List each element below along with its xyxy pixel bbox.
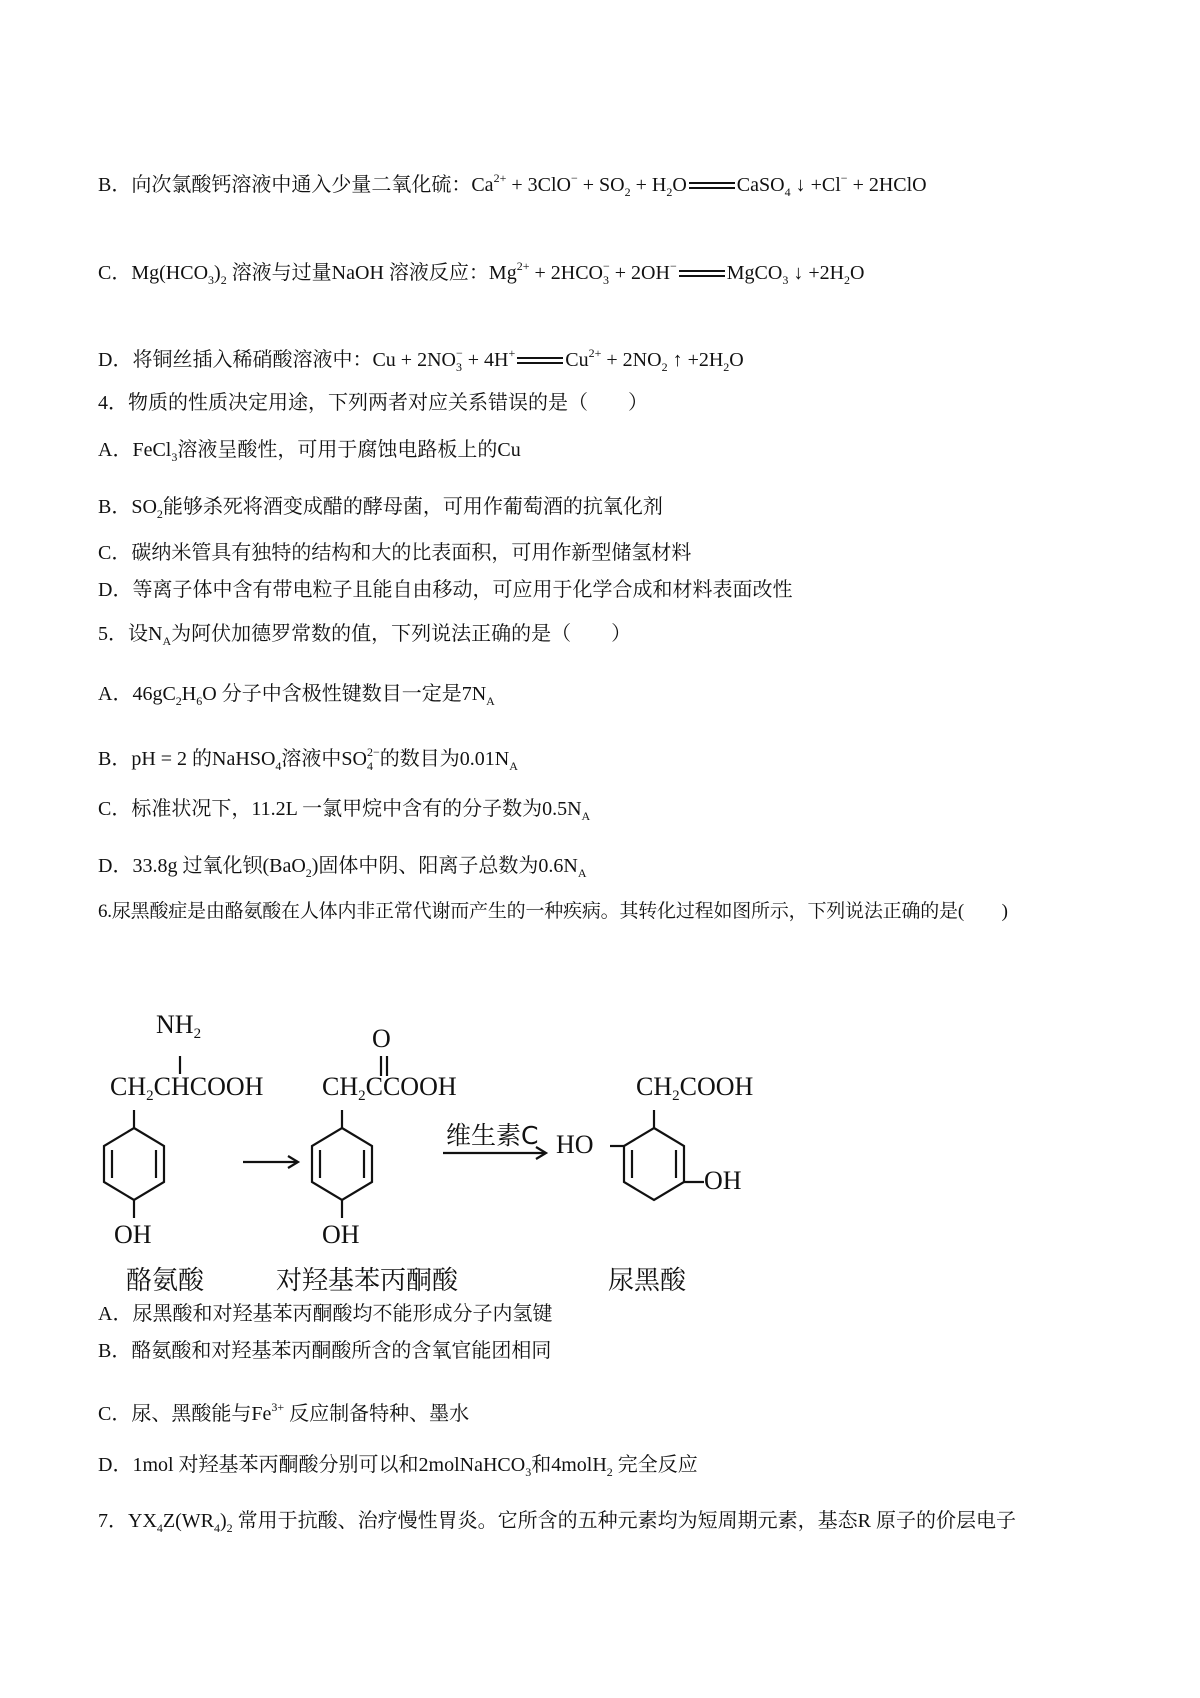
formula-part: Ca <box>471 174 494 196</box>
charge: 2− <box>366 745 380 759</box>
formula-part: O <box>672 174 687 196</box>
q6-option-c <box>98 1393 469 1428</box>
hydroxyl-group: OH <box>114 1220 152 1249</box>
option-text: C．尿、黑酸能与Fe <box>98 1403 272 1425</box>
q4-option-a <box>98 436 521 471</box>
subscript: A <box>162 634 172 648</box>
option-text: B． <box>98 496 132 518</box>
q7-stem <box>98 1507 1016 1542</box>
formula-part: CCOOH <box>365 1072 457 1101</box>
option-text: 溶液呈酸性，可用于腐蚀电路板上的Cu <box>177 439 521 461</box>
formula-part: ↓ +Cl <box>790 174 841 196</box>
side-chain <box>636 1072 753 1105</box>
q6-option-a: A．尿黑酸和对羟基苯丙酮酸均不能形成分子内氢键 <box>98 1303 553 1325</box>
formula-part: COOH <box>679 1072 754 1101</box>
option-text: D．33.8g 过氧化钡(BaO <box>98 855 306 877</box>
formula-part: + 3ClO <box>506 174 571 196</box>
subscript: 4 <box>784 185 791 199</box>
subscript: 2 <box>226 1521 233 1535</box>
charge: + <box>508 346 516 360</box>
equals-sign <box>515 356 565 366</box>
subscript: 3 <box>782 273 789 287</box>
option-text: B．向次氯酸钙溶液中通入少量二氧化硫： <box>98 174 472 196</box>
subscript: 2 <box>661 360 668 374</box>
formula-part: + 2HCO <box>529 262 603 284</box>
formula-part: + 2NO <box>601 349 662 371</box>
q3-option-b <box>98 164 927 206</box>
subscript: 2 <box>723 360 730 374</box>
charge: − <box>455 346 463 360</box>
charge: − <box>840 171 848 185</box>
hydroxyphenylpyruvic-acid-label: 对羟基苯丙酮酸 <box>276 1266 459 1296</box>
question-text: 7．YX <box>98 1510 157 1532</box>
q4-stem: 4．物质的性质决定用途，下列两者对应关系错误的是（ ） <box>98 392 648 414</box>
formula-part: O <box>850 262 865 284</box>
charge: − <box>570 171 578 185</box>
subscript: 2 <box>220 273 227 287</box>
formula-part: + 2HClO <box>847 174 927 196</box>
option-text: )固体中阴、阳离子总数为0.6N <box>311 855 578 877</box>
formula-part: FeCl <box>132 439 172 461</box>
formula-part: + 2OH <box>609 262 670 284</box>
q6-stem: 6.尿黑酸症是由酪氨酸在人体内非正常代谢而产生的一种疾病。其转化过程如图所示，下列说法正确的是( ) <box>98 901 1008 922</box>
formula-part: + H <box>630 174 667 196</box>
subscript: A <box>577 866 587 880</box>
subscript: 6 <box>196 694 203 708</box>
q5-option-d <box>98 852 587 887</box>
charge: 2+ <box>588 346 602 360</box>
hydroxyl-group-right: OH <box>704 1166 742 1195</box>
side-chain <box>110 1072 263 1105</box>
option-text: 溶液与过量NaOH 溶液反应： <box>226 262 489 284</box>
charge: 2+ <box>516 259 530 273</box>
subscript: A <box>509 759 518 773</box>
subscript: 2 <box>193 1026 202 1042</box>
subscript: 2 <box>358 1088 366 1104</box>
vitamin-c-label: 维生素C <box>446 1121 539 1150</box>
hydroxyl-group-left: HO <box>556 1130 594 1159</box>
formula-part: + 4H <box>462 349 509 371</box>
formula-part: CHCOOH <box>153 1072 264 1101</box>
homogentisic-acid-label: 尿黑酸 <box>608 1266 687 1296</box>
option-text: D．将铜丝插入稀硝酸溶液中： <box>98 349 373 371</box>
charge: − <box>669 259 677 273</box>
subscript: 4 <box>275 759 282 773</box>
option-text: B．pH = 2 的NaHSO <box>98 748 276 770</box>
charge: − <box>603 259 610 273</box>
hydroxyl-group: OH <box>322 1220 360 1249</box>
option-text: A． <box>98 439 133 461</box>
formula-part: MgCO <box>726 262 783 284</box>
subscript: 2 <box>606 1465 613 1479</box>
equals-sign <box>687 181 737 191</box>
formula-part: H <box>181 683 197 705</box>
formula-part: ) <box>219 1510 227 1532</box>
subscript: 2 <box>305 866 312 880</box>
subscript: A <box>581 809 591 823</box>
subscript: 3 <box>525 1465 532 1479</box>
option-text: 溶液中SO <box>281 748 367 770</box>
charge: 2+ <box>493 171 507 185</box>
subscript: 2 <box>672 1088 680 1104</box>
side-chain <box>322 1072 457 1105</box>
subscript: 2 <box>156 507 163 521</box>
q6-option-d <box>98 1451 698 1486</box>
subscript: 4 <box>366 759 373 773</box>
formula-part: NH <box>156 1010 194 1039</box>
structure-drawing <box>88 1010 968 1295</box>
formula-part: Mg <box>488 262 517 284</box>
q4-option-b <box>98 493 663 528</box>
subscript: 3 <box>208 273 215 287</box>
q5-stem <box>98 620 631 655</box>
tyrosine-label: 酪氨酸 <box>126 1266 205 1296</box>
formula-part: SO <box>131 496 157 518</box>
subscript: 3 <box>603 273 609 287</box>
option-text: D．1mol 对羟基苯丙酮酸分别可以和2molNaHCO <box>98 1454 526 1476</box>
question-text: 5．设N <box>98 623 163 645</box>
q4-option-c: C．碳纳米管具有独特的结构和大的比表面积，可用作新型储氢材料 <box>98 542 692 564</box>
subscript: 2 <box>146 1088 154 1104</box>
formula-part: CH <box>110 1072 147 1101</box>
formula-part: Z(WR <box>162 1510 214 1532</box>
formula-part: ↑ +2H <box>667 349 724 371</box>
formula-part: ↓ +2H <box>788 262 845 284</box>
option-text: 能够杀死将酒变成醋的酵母菌，可用作葡萄酒的抗氧化剂 <box>162 496 663 518</box>
subscript: A <box>486 694 495 708</box>
option-text: C．标准状况下，11.2L 一氯甲烷中含有的分子数为0.5N <box>98 798 582 820</box>
subscript: 3 <box>171 450 178 464</box>
q5-option-c <box>98 795 590 830</box>
subscript: 4 <box>213 1521 220 1535</box>
formula-part: CH <box>322 1072 359 1101</box>
formula-part: + SO <box>577 174 625 196</box>
formula-part: CaSO <box>736 174 785 196</box>
q5-option-b <box>98 738 518 780</box>
subscript: 2 <box>666 185 673 199</box>
carbonyl-oxygen: O <box>372 1024 391 1053</box>
subscript: 4 <box>156 1521 163 1535</box>
q3-option-d <box>98 339 744 381</box>
subscript: 3 <box>455 360 462 374</box>
option-text: 的数目为0.01N <box>379 748 510 770</box>
formula-part: CH <box>636 1072 673 1101</box>
formula-part: Cu + 2NO <box>372 349 456 371</box>
option-text: C． <box>98 262 132 284</box>
question-text: 为阿伏加德罗常数的值，下列说法正确的是（ ） <box>171 623 632 645</box>
option-text: O 分子中含极性键数目一定是7N <box>202 683 487 705</box>
option-text: 和4molH <box>531 1454 607 1476</box>
q4-option-d: D．等离子体中含有带电粒子且能自由移动，可应用于化学合成和材料表面改性 <box>98 579 793 601</box>
option-text: A．46gC <box>98 683 176 705</box>
subscript: 2 <box>844 273 851 287</box>
charge: 3+ <box>271 1400 285 1414</box>
formula-part: Mg(HCO <box>131 262 209 284</box>
q3-option-c <box>98 252 865 294</box>
option-text: 完全反应 <box>612 1454 698 1476</box>
q5-option-a <box>98 680 495 715</box>
equals-sign <box>677 269 727 279</box>
question-text: 常用于抗酸、治疗慢性胃炎。它所含的五种元素均为短周期元素，基态R 原子的价层电子 <box>232 1510 1016 1532</box>
subscript: 2 <box>624 185 631 199</box>
reaction-scheme-figure <box>88 1010 968 1295</box>
subscript: 2 <box>175 694 182 708</box>
amino-group <box>156 1010 201 1043</box>
formula-part: ) <box>214 262 221 284</box>
formula-part: Cu <box>565 349 589 371</box>
q6-option-b: B．酪氨酸和对羟基苯丙酮酸所含的含氧官能团相同 <box>98 1340 552 1362</box>
formula-part: O <box>729 349 744 371</box>
option-text: 反应制备特种、墨水 <box>284 1403 470 1425</box>
